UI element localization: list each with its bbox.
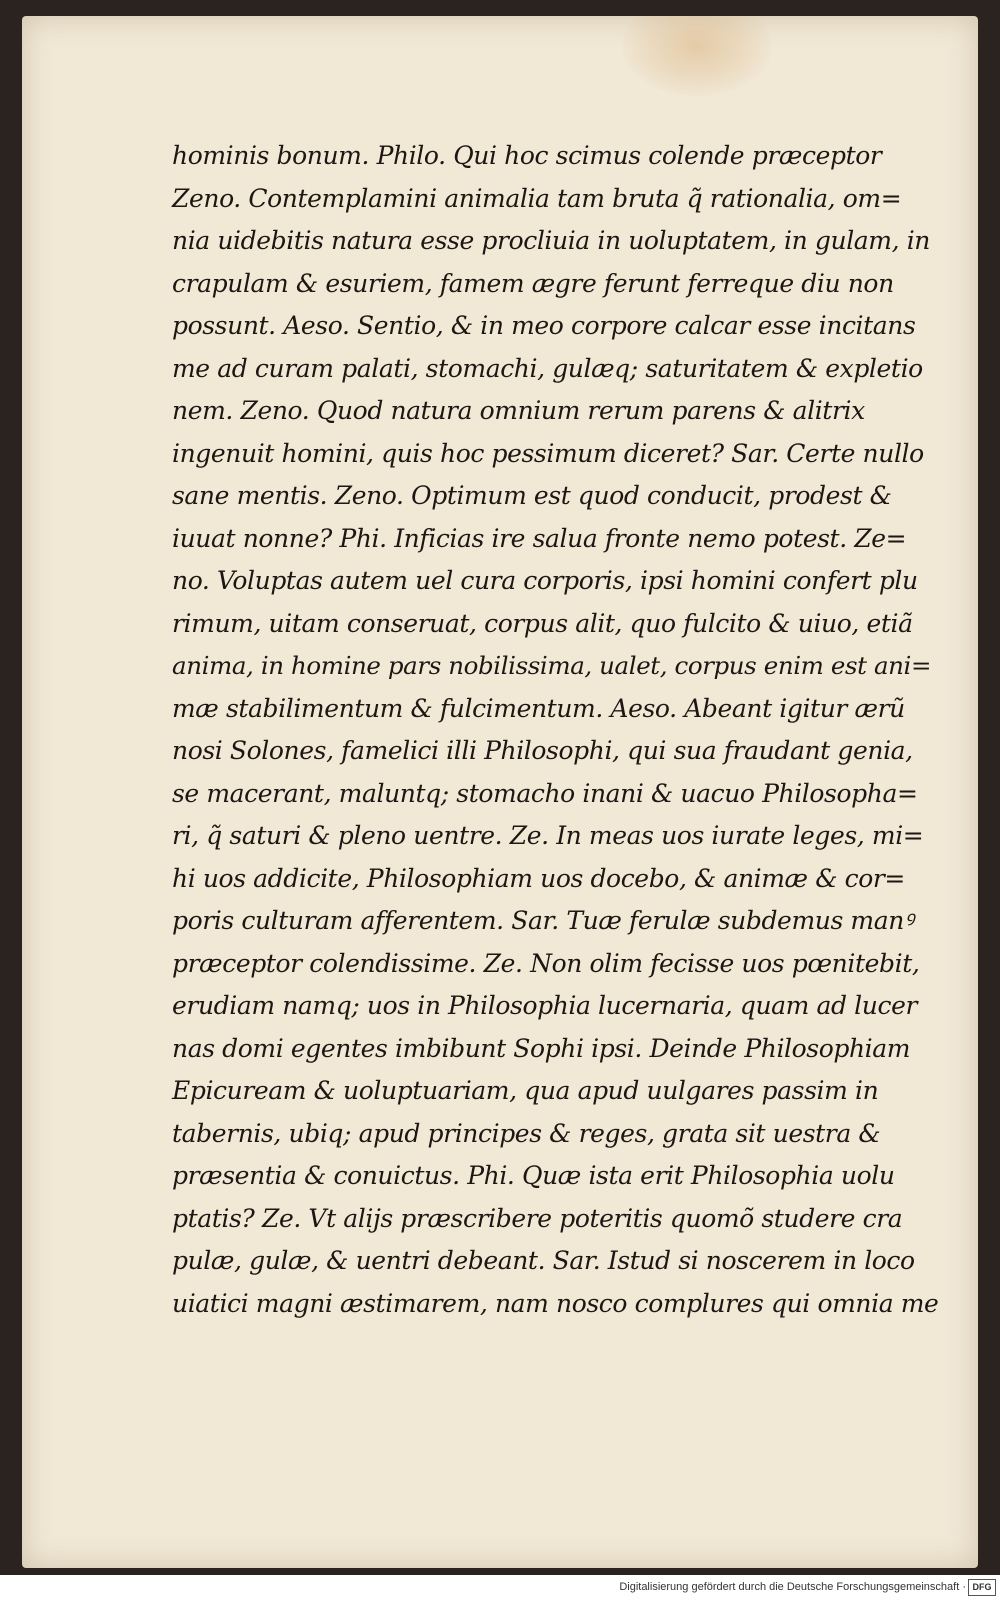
text-line: anima, in homine pars nobilissima, ualet, corpus enim est ani= <box>172 651 932 680</box>
text-line: iuuat nonne? Phi. Inficias ire salua fronte nemo potest. Ze= <box>172 523 907 553</box>
funding-note: Digitalisierung gefördert durch die Deutsche Forschungsgemeinschaft · <box>619 1581 966 1593</box>
text-line: erudiam namq; uos in Philosophia lucernaria, quam ad lucer <box>172 991 918 1020</box>
text-line: rimum, uitam conseruat, corpus alit, quo fulcito & uiuo, etiã <box>172 608 913 638</box>
text-line: Zeno. Contemplamini animalia tam bruta q̃ rationalia, om= <box>172 183 902 213</box>
text-line: tabernis, ubiq; apud principes & reges, grata sit uestra & <box>172 1118 881 1148</box>
text-line: nas domi egentes imbibunt Sophi ipsi. Deinde Philosophiam <box>172 1033 911 1063</box>
text-line: mæ stabilimentum & fulcimentum. Aeso. Abeant igitur ærũ <box>172 693 905 723</box>
text-line: crapulam & esuriem, famem ægre ferunt ferreque diu non <box>172 268 894 298</box>
paper-stain <box>622 16 772 96</box>
text-line: Epicuream & uoluptuariam, qua apud uulgares passim in <box>172 1076 879 1105</box>
text-block <box>172 135 942 1325</box>
text-line: ri, q̃ saturi & pleno uentre. Ze. In meas uos iurate leges, mi= <box>172 821 924 850</box>
text-line: ptatis? Ze. Vt alijs præscribere poteritis quomõ studere cra <box>172 1203 903 1233</box>
text-line: nem. Zeno. Quod natura omnium rerum parens & alitrix <box>172 396 865 425</box>
text-line: pulæ, gulæ, & uentri debeant. Sar. Istud si noscerem in loco <box>172 1246 915 1275</box>
dfg-logo: DFG <box>968 1579 996 1596</box>
text-line: uiatici magni æstimarem, nam nosco complures qui omnia me <box>172 1288 939 1318</box>
text-line: hominis bonum. Philo. Qui hoc scimus colende præceptor <box>172 141 882 170</box>
text-line: præceptor colendissime. Ze. Non olim fecisse uos pœnitebit, <box>172 948 920 978</box>
text-line: possunt. Aeso. Sentio, & in meo corpore calcar esse incitans <box>172 311 916 340</box>
text-line: nosi Solones, famelici illi Philosophi, qui sua fraudant genia, <box>172 736 913 765</box>
text-line: me ad curam palati, stomachi, gulæq; saturitatem & expletio <box>172 353 923 383</box>
text-line: poris culturam afferentem. Sar. Tuæ ferulæ subdemus manꝰ <box>172 906 914 935</box>
text-line: no. Voluptas autem uel cura corporis, ipsi homini confert plu <box>172 566 918 595</box>
text-line: sane mentis. Zeno. Optimum est quod conducit, prodest & <box>172 481 892 510</box>
text-line: se macerant, maluntq; stomacho inani & uacuo Philosopha= <box>172 778 918 808</box>
digitization-footer <box>0 1575 1000 1603</box>
text-line: nia uidebitis natura esse procliuia in uoluptatem, in gulam, in <box>172 226 930 255</box>
text-line: præsentia & conuictus. Phi. Quæ ista erit Philosophia uolu <box>172 1161 895 1190</box>
text-line: ingenuit homini, quis hoc pessimum diceret? Sar. Certe nullo <box>172 438 924 468</box>
text-line: hi uos addicite, Philosophiam uos docebo, & animæ & cor= <box>172 863 905 893</box>
book-page <box>22 16 978 1568</box>
